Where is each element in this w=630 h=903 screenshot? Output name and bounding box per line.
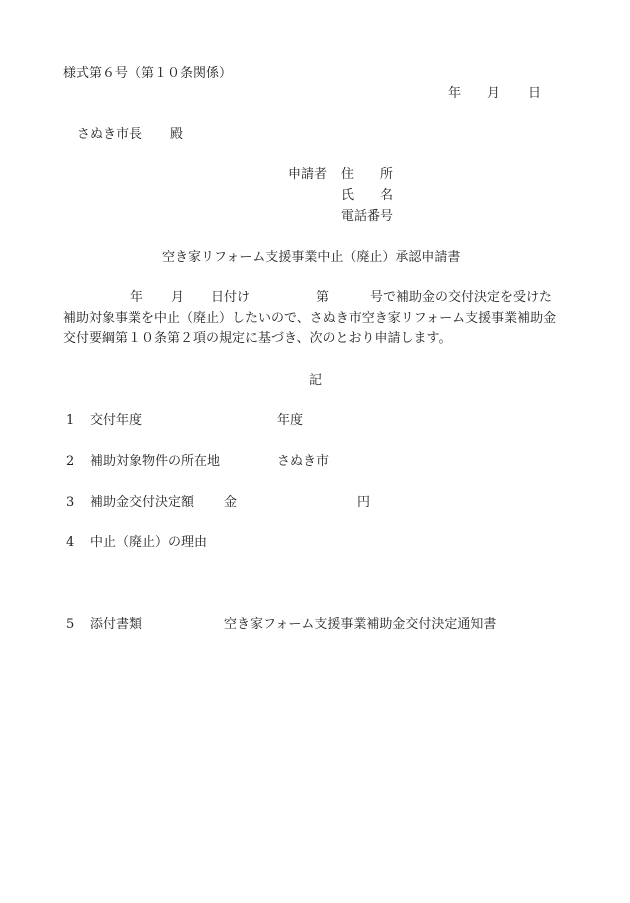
item-value: 年度 bbox=[277, 413, 304, 428]
date-month: 月 bbox=[487, 86, 501, 101]
name-label-2: 名 bbox=[380, 188, 394, 203]
item-value-unit: 円 bbox=[357, 495, 371, 510]
item-label: 中止（廃止）の理由 bbox=[90, 535, 208, 550]
item-label: 補助対象物件の所在地 bbox=[90, 454, 221, 469]
item-label: 補助金交付決定額 bbox=[90, 495, 195, 510]
item-value: さぬき市 bbox=[277, 454, 330, 469]
item-number: 5 bbox=[66, 617, 75, 632]
body-number-suffix: 号で補助金の交付決定を受けた bbox=[370, 290, 553, 305]
item-number: 4 bbox=[66, 535, 75, 550]
item-value: 金 bbox=[224, 495, 238, 510]
date-day: 日 bbox=[528, 86, 542, 101]
body-line-2: 補助対象事業を中止（廃止）したいので、さぬき市空き家リフォーム支援事業補助金 bbox=[63, 311, 557, 326]
address-label-1: 住 bbox=[341, 167, 355, 182]
item-label: 交付年度 bbox=[90, 413, 143, 428]
addressee-name: さぬき市長 bbox=[77, 127, 143, 142]
addressee-honorific: 殿 bbox=[170, 127, 184, 142]
phone-label: 電話番号 bbox=[341, 209, 394, 224]
body-line-3: 交付要綱第１０条第２項の規定に基づき、次のとおり申請します。 bbox=[63, 331, 452, 346]
item-number: 3 bbox=[66, 495, 75, 510]
applicant-label: 申請者 bbox=[288, 167, 328, 182]
document-title: 空き家リフォーム支援事業中止（廃止）承認申請書 bbox=[162, 250, 461, 265]
body-month: 月 bbox=[171, 290, 185, 305]
body-year: 年 bbox=[130, 290, 144, 305]
body-day: 日付け bbox=[211, 290, 251, 305]
ki-heading: 記 bbox=[309, 373, 323, 388]
date-year: 年 bbox=[448, 86, 462, 101]
item-number: 1 bbox=[66, 413, 75, 428]
name-label-1: 氏 bbox=[341, 188, 355, 203]
item-number: 2 bbox=[66, 454, 75, 469]
form-number: 様式第６号（第１０条関係） bbox=[63, 66, 233, 81]
item-value: 空き家フォーム支援事業補助金交付決定通知書 bbox=[224, 617, 497, 632]
address-label-2: 所 bbox=[380, 167, 394, 182]
item-label: 添付書類 bbox=[90, 617, 143, 632]
body-number-prefix: 第 bbox=[316, 290, 330, 305]
